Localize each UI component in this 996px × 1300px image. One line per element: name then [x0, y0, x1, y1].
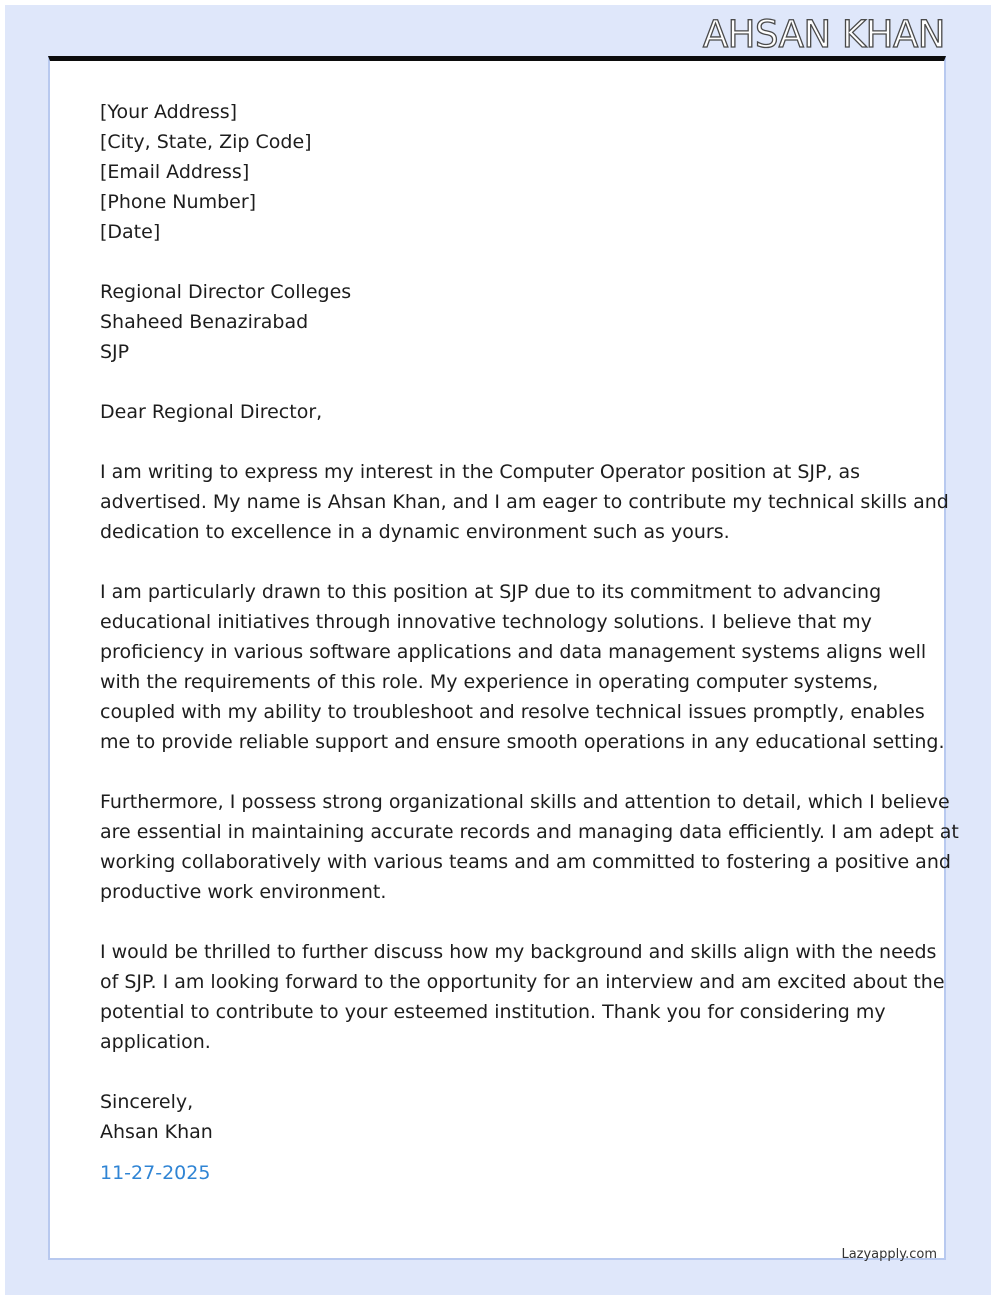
paragraph-line: dedication to excellence in a dynamic environment such as yours. — [100, 521, 730, 543]
paragraph-line: working collaboratively with various teams and am committed to fostering a positive and — [100, 851, 951, 873]
recipient-block — [100, 277, 900, 367]
sender-email: [Email Address] — [100, 161, 250, 183]
paragraph-line: I would be thrilled to further discuss how my background and skills align with the needs — [100, 941, 937, 963]
recipient-location: Shaheed Benazirabad — [100, 311, 309, 333]
paragraph-line: educational initiatives through innovative technology solutions. I believe that my — [100, 611, 872, 633]
header-name: AHSAN KHAN — [702, 13, 945, 56]
recipient-org: SJP — [100, 341, 130, 363]
paragraph-line: I am particularly drawn to this position at SJP due to its commitment to advancing — [100, 581, 882, 603]
sender-date: [Date] — [100, 221, 161, 243]
paragraph-line: proficiency in various software applications and data management systems aligns well — [100, 641, 927, 663]
paragraph-line: coupled with my ability to troubleshoot and resolve technical issues promptly, enables — [100, 701, 925, 723]
footer-brand: Lazyapply.com — [841, 1247, 937, 1262]
paragraph-line: potential to contribute to your esteemed institution. Thank you for considering my — [100, 1001, 886, 1023]
paragraph-line: application. — [100, 1031, 211, 1053]
sender-address: [Your Address] — [100, 101, 238, 123]
paragraph-4 — [100, 937, 945, 1057]
paragraph-line: with the requirements of this role. My experience in operating computer systems, — [100, 671, 879, 693]
salutation-text: Dear Regional Director, — [100, 401, 323, 423]
valediction: Sincerely, — [100, 1091, 194, 1113]
date-stamp: 11-27-2025 — [100, 1162, 211, 1184]
paragraph-line: productive work environment. — [100, 881, 387, 903]
paragraph-line: Furthermore, I possess strong organizational skills and attention to detail, which I believe — [100, 791, 950, 813]
closing-block — [100, 1087, 900, 1147]
sender-phone: [Phone Number] — [100, 191, 257, 213]
sender-city: [City, State, Zip Code] — [100, 131, 312, 153]
salutation — [100, 397, 900, 427]
paragraph-3 — [100, 787, 959, 907]
sender-block — [100, 97, 900, 247]
signature-name: Ahsan Khan — [100, 1121, 213, 1143]
recipient-title: Regional Director Colleges — [100, 281, 352, 303]
paragraph-line: advertised. My name is Ahsan Khan, and I am eager to contribute my technical skills and — [100, 491, 949, 513]
paragraph-2 — [100, 577, 945, 757]
paragraph-line: I am writing to express my interest in the Computer Operator position at SJP, as — [100, 461, 861, 483]
paragraph-line: are essential in maintaining accurate records and managing data efficiently. I am adept at — [100, 821, 959, 843]
paragraph-line: me to provide reliable support and ensure smooth operations in any educational setting. — [100, 731, 945, 753]
paragraph-line: of SJP. I am looking forward to the opportunity for an interview and am excited about the — [100, 971, 945, 993]
letter-body — [100, 97, 959, 1177]
paragraph-1 — [100, 457, 949, 547]
